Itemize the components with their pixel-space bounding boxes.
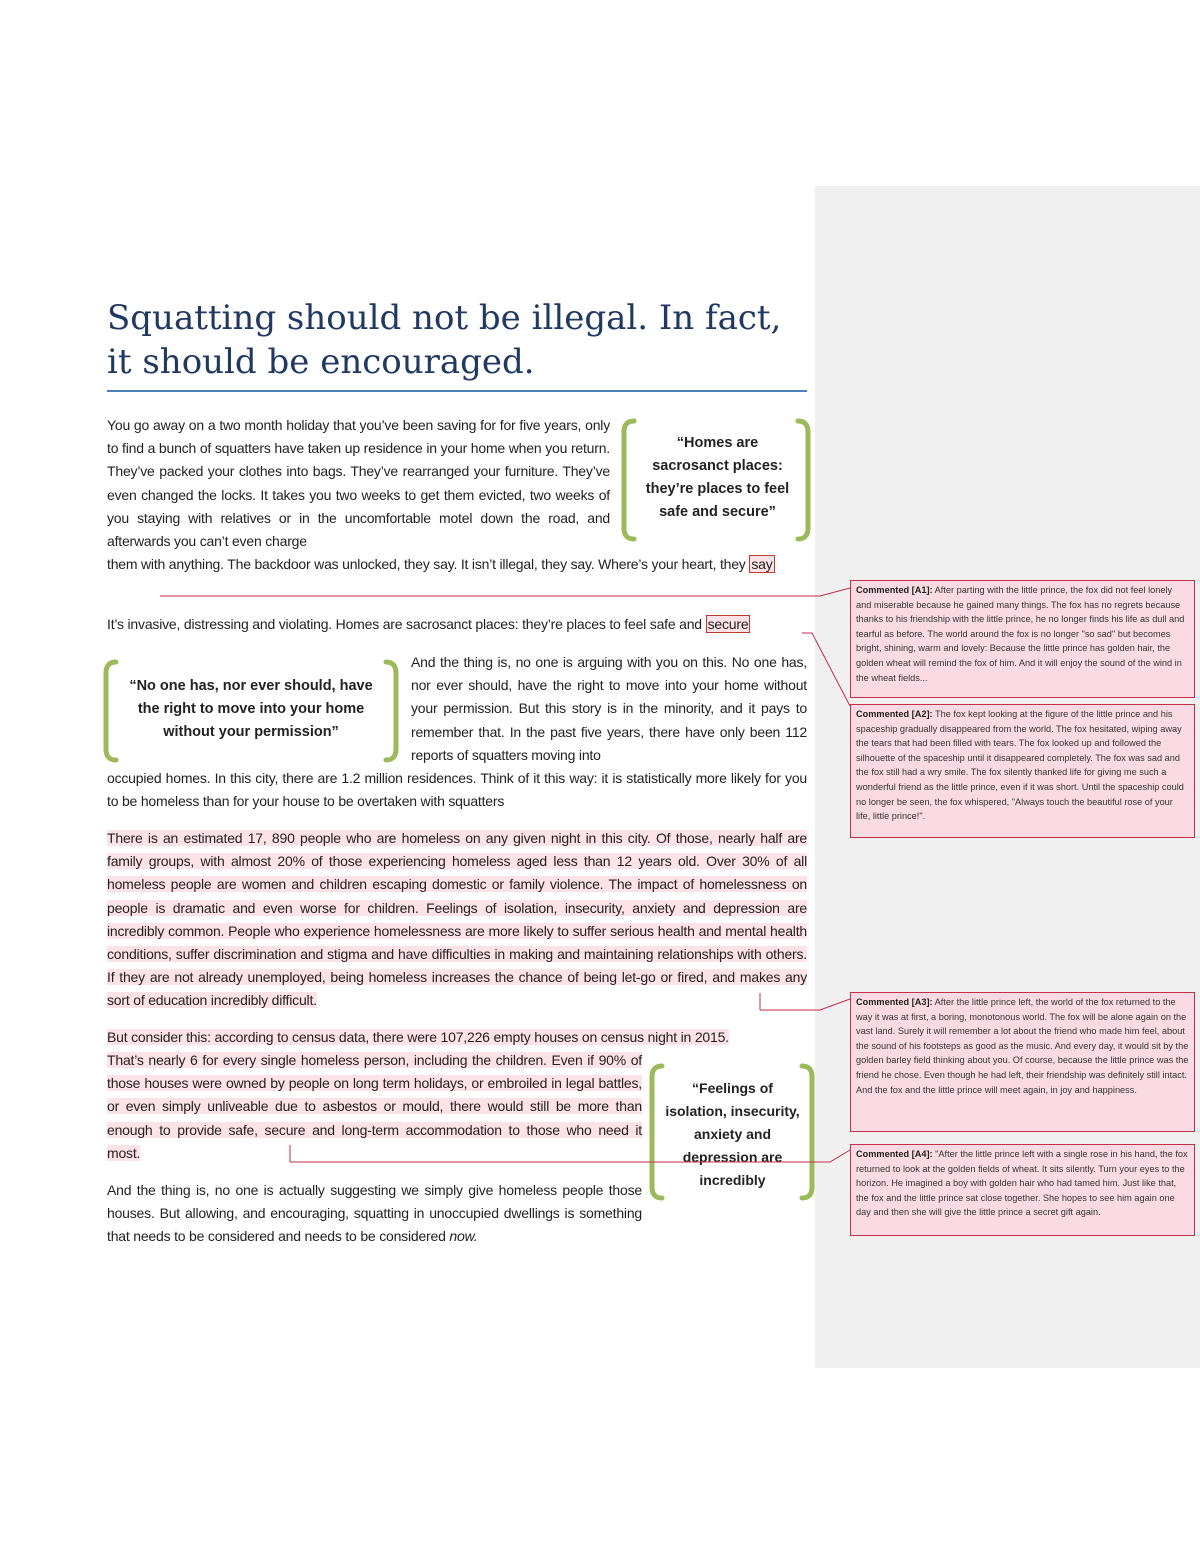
comment-a4-tag: Commented [A4]: [856, 1149, 933, 1159]
comment-a2-text: The fox kept looking at the figure of the little prince and his spaceship gradually disappeared from the world. The fox hesitated, wiping away the tears that had been filled with tears. The fox looked up and followed the silhouette of the spaceship until it disappeared completely. The fox was sad and the fox still had a wry smile. The fox silently thanked life for giving me such a wonderful friend as the little prince, even if it was short. Until the spaceship could no longer be seen, the fox whispered, "Always touch the beautiful rose of your life, little prince!". [856, 709, 1184, 822]
paragraph-5-first [107, 1026, 807, 1049]
comment-a4-text: "After the little prince left with a single rose in his hand, the fox returned to look at the golden fields of wheat. It sits silently. Turn your eyes to the horizon. He imagined a boy with golden hair who had tamed him. Just like that, the fox and the little prince sat close together. She hopes to see him again one day and then she will give the little prince a secret gift again. [856, 1149, 1188, 1218]
paragraph-6 [107, 1179, 642, 1249]
comment-a2[interactable] [850, 704, 1195, 838]
document-title: Squatting should not be illegal. In fact, it should be encouraged. [107, 298, 782, 382]
paragraph-6-italic: now. [449, 1228, 478, 1245]
pull-quote-1: “Homes are sacrosanct places: they’re places to feel safe and secure” [645, 435, 790, 520]
comment-a1-tag: Commented [A1]: [856, 585, 933, 595]
comment-a1[interactable] [850, 580, 1195, 698]
paragraph-3-right: And the thing is, no one is arguing with you on this. No one has, nor ever should, have the right to move into your home without your permission. But this story is in the minority, and it pays to remember that. In the past five years, there have only been 112 reports of squatters moving into [411, 654, 807, 763]
comment-anchor-a3[interactable]: There is an estimated 17, 890 people who are homeless on any given night in this city. Of those, nearly half are family groups, with almost 20% of those experiencing homeless aged less than 12 years old. Over 30% of all homeless people are women and children escaping domestic or family violence. The impact of homelessness on people is dramatic and even worse for children. Feelings of isolation, insecurity, anxiety and depression are incredibly common. People who experience homelessness are more likely to suffer serious health and mental health conditions, suffer discrimination and stigma and have difficulties in making and maintaining relationships with others. If they are not already unemployed, being homeless increases the chance of being let-go or fired, and makes any sort of education incredibly difficult. [107, 830, 807, 1009]
paragraph-5-rest [107, 1049, 642, 1165]
comment-a3-text: After the little prince left, the world of the fox returned to the way it was at first, a boring, monotonous world. The fox will be alone again on the vast land. Surely it will remember a lot about the friend who made him feel, about the sound of his footsteps as good as the music. And every day, it would sit by the golden barley field thinking about you. Of course, because the little prince was the friend he chose. Even though he had left, their friendship was definitely still intact. And the fox and the little prince will meet again, in joy and happiness. [856, 997, 1189, 1095]
paragraph-1-tail-text: them with anything. The backdoor was unlocked, they say. It isn’t illegal, they say. Where’s your heart, they [107, 556, 746, 572]
paragraph-2-text: It’s invasive, distressing and violating. Homes are sacrosanct places: they’re places to feel safe and [107, 616, 702, 632]
title-rule [107, 390, 807, 392]
pull-quote-2: “No one has, nor ever should, have the right to move into your home without your permission” [129, 678, 373, 740]
comment-anchor-a1[interactable]: say [751, 556, 773, 572]
comment-a3[interactable] [850, 992, 1195, 1132]
comment-a2-tag: Commented [A2]: [856, 709, 933, 719]
quote-3-brackets [648, 1063, 816, 1201]
comment-anchor-a4-first[interactable]: But consider this: according to census data, there were 107,226 empty houses on census night in 2015. [107, 1029, 729, 1045]
paragraph-3-full: occupied homes. In this city, there are 1.2 million residences. Think of it this way: it is statistically more likely for you to be homeless than for your house to be overtaken with squatters [107, 770, 807, 810]
paragraph-6-text: And the thing is, no one is actually suggesting we simply give homeless people those houses. But allowing, and encouraging, squatting in unoccupied dwellings is something that needs to be considered and needs to be considered [107, 1182, 642, 1245]
paragraph-1-tail [107, 553, 807, 576]
pull-quote-3: “Feelings of isolation, insecurity, anxiety and depression are incredibly [665, 1080, 800, 1188]
comment-a1-text: After parting with the little prince, the fox did not feel lonely and miserable because he gained many things. The fox has no regrets because thanks to his friendship with the little prince, he no longer finds his life as dull and tearful as before. The world around the fox is no longer "so sad" but becomes bright, shining, warm and lovely: Because the little prince has golden hair, the golden wheat will remind the fox of him. And it will enjoy the sound of the wind in the wheat fields... [856, 585, 1185, 683]
paragraph-1-lead: You go away on a two month holiday that you’ve been saving for for five years, only to find a bunch of squatters have taken up residence in your home when you return. They’ve packed your clothes into bags. They’ve rearranged your furniture. They’ve even changed the locks. It takes you two weeks to get them evicted, two weeks of you staying with relatives or in the uncomfortable motel down the road, and afterwards you can’t even charge [107, 417, 610, 550]
paragraph-2 [107, 613, 807, 636]
comment-anchor-a2[interactable]: secure [707, 616, 749, 632]
comment-a3-tag: Commented [A3]: [856, 997, 933, 1007]
comment-anchor-a4[interactable]: That’s nearly 6 for every single homeless person, including the children. Even if 90% of those houses were owned by people on long term holidays, or embroiled in legal battles, or even simply unliveable due to asbestos or mould, there would still be more than enough to provide safe, secure and long-term accommodation to those who need it most. [107, 1052, 642, 1161]
paragraph-4 [107, 827, 807, 1013]
quote-2-brackets [102, 659, 400, 763]
comment-a4[interactable] [850, 1144, 1195, 1236]
quote-1-brackets [620, 418, 812, 542]
